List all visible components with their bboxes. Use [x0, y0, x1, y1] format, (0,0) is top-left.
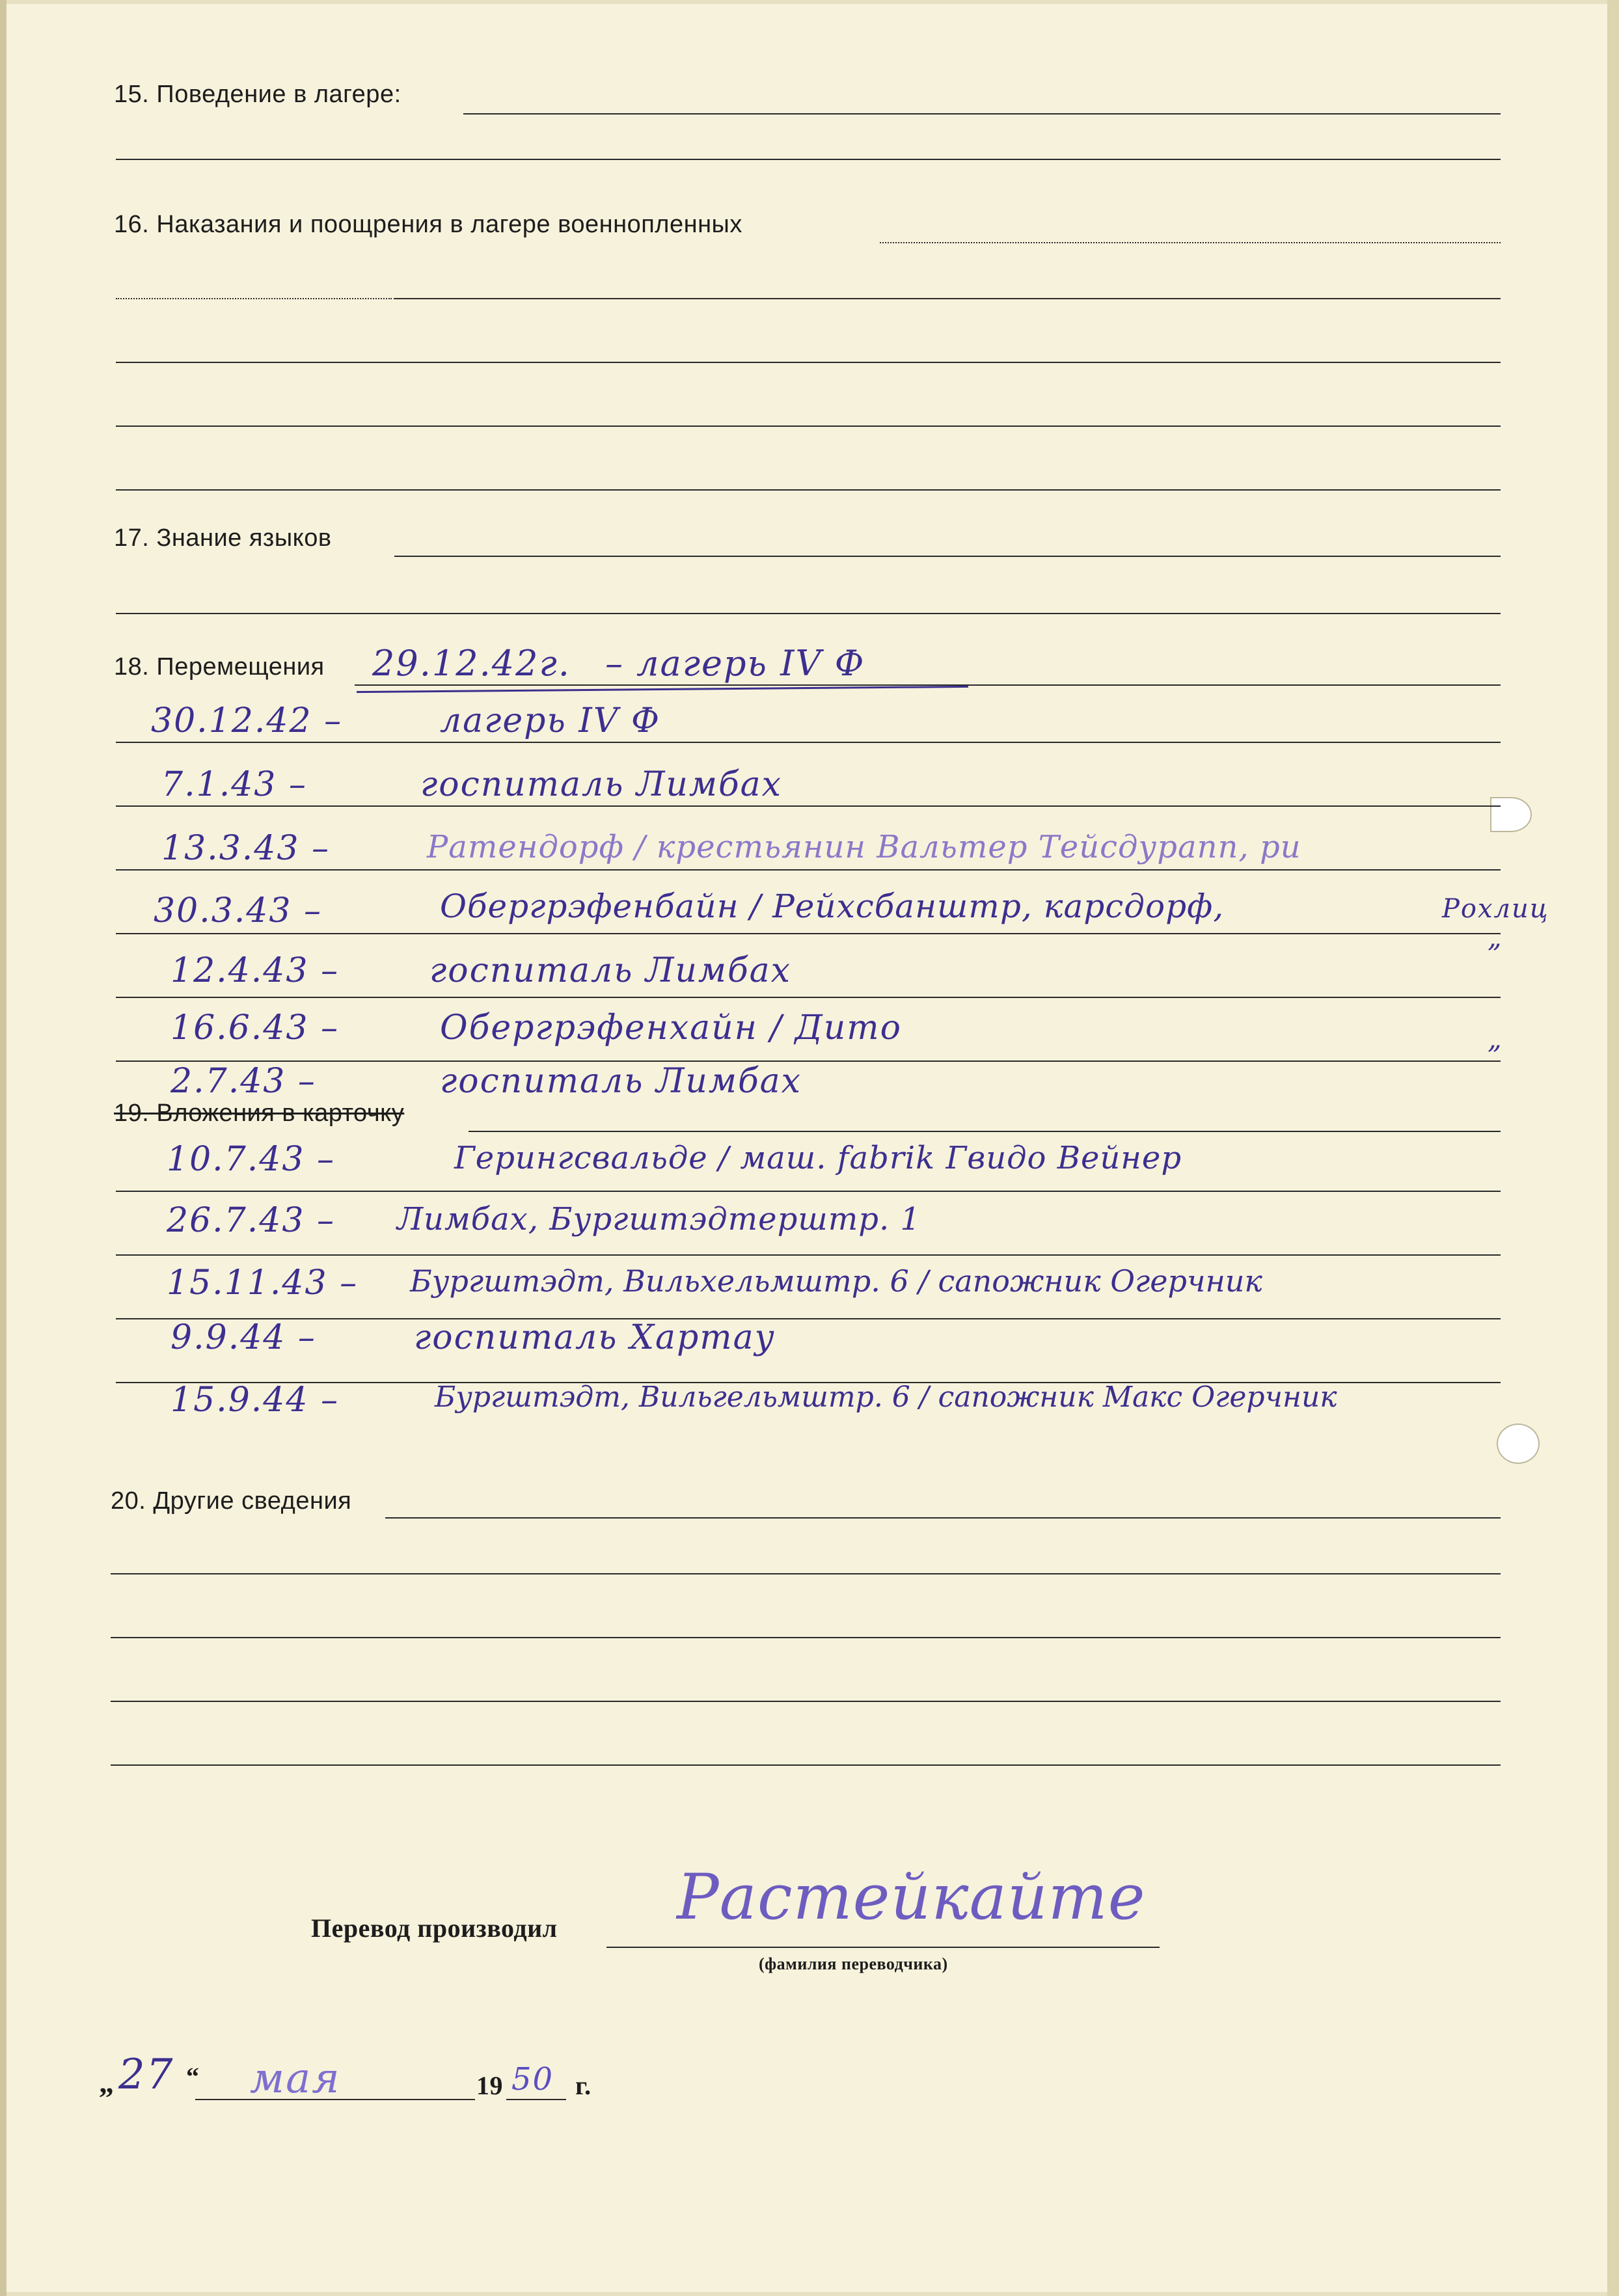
- side-note: Рохлиц: [1442, 894, 1549, 924]
- translator-signature: Растейкайте: [677, 1861, 1146, 1934]
- item-15-line: [463, 113, 1501, 115]
- translator-label: Перевод производил: [311, 1913, 558, 1943]
- item-16-line-5: [116, 489, 1501, 491]
- item-18-line-6: [116, 997, 1501, 998]
- movement-place: госпиталь Лимбах: [420, 765, 783, 804]
- year-suffix: г.: [575, 2071, 592, 2100]
- movement-place: лагерь IV Ф: [440, 701, 661, 740]
- item-18-line-2: [116, 742, 1501, 743]
- item-19-line: [469, 1131, 1501, 1132]
- item-16-line-2b: [394, 298, 1501, 299]
- movement-date: 30.12.42 –: [151, 701, 343, 740]
- item-18-label: 18. Перемещения: [114, 653, 325, 681]
- translator-caption: (фамилия переводчика): [759, 1954, 948, 1973]
- ditto-mark: „: [1488, 921, 1503, 953]
- date-quote-close: “: [186, 2062, 200, 2091]
- item-20-line-4: [111, 1701, 1501, 1702]
- movement-place: Бургштэдт, Вильхельмштр. 6 / сапожник Огерчник: [410, 1263, 1262, 1299]
- movement-place: Ратендорф / крестьянин Вальтер Тейсдурапп, ри: [427, 829, 1301, 865]
- item-19-line-3: [116, 1254, 1501, 1256]
- item-15-label: 15. Поведение в лагере:: [114, 81, 401, 108]
- movement-place: госпиталь Лимбах: [440, 1062, 802, 1101]
- date-day: 27: [118, 2051, 174, 2099]
- item-16-line-4: [116, 425, 1501, 427]
- item-17-line-2: [116, 613, 1501, 614]
- item-17-label: 17. Знание языков: [114, 524, 332, 552]
- movement-date: 2.7.43 –: [170, 1062, 316, 1101]
- movement-place: госпиталь Лимбах: [429, 951, 792, 990]
- movement-date: 13.3.43 –: [161, 829, 331, 868]
- movement-place: госпиталь Хартау: [414, 1318, 776, 1357]
- item-16-line-2a: [116, 298, 392, 299]
- item-20-line-5: [111, 1764, 1501, 1766]
- movement-place: Герингсвальде / маш. fabrik Гвидо Вейнер: [454, 1140, 1182, 1176]
- movement-date: 9.9.44 –: [170, 1318, 316, 1357]
- movement-place: Бургштэдт, Вильгельмштр. 6 / сапожник Макс Огерчник: [435, 1381, 1337, 1414]
- movement-place: Лимбах, Бургштэдтерштр. 1: [397, 1201, 921, 1237]
- movement-place: – лагерь IV Ф: [605, 643, 865, 684]
- translator-line: [606, 1947, 1160, 1948]
- movement-date: 26.7.43 –: [167, 1201, 336, 1240]
- movement-date: 7.1.43 –: [161, 765, 307, 804]
- item-19-line-2: [116, 1191, 1501, 1192]
- item-18-line-4: [116, 869, 1501, 871]
- paper-edge-right: [1607, 0, 1619, 2296]
- item-18-line-7: [116, 1060, 1501, 1062]
- item-15-line-2: [116, 159, 1501, 160]
- date-quote-open: „: [99, 2066, 115, 2099]
- item-18-line-3: [116, 805, 1501, 807]
- item-20-line-3: [111, 1637, 1501, 1638]
- item-16-line: [880, 242, 1501, 243]
- ditto-mark: „: [1488, 1023, 1503, 1055]
- item-19-line-4: [116, 1318, 1501, 1319]
- item-17-line: [394, 556, 1501, 557]
- item-16-line-3: [116, 362, 1501, 363]
- paper-edge-left: [0, 0, 7, 2296]
- movement-date: 30.3.43 –: [154, 891, 323, 930]
- movement-date: 29.12.42г.: [372, 643, 571, 684]
- punch-hole-top: [1490, 797, 1532, 832]
- date-year: 50: [511, 2061, 554, 2098]
- item-16-label: 16. Наказания и поощрения в лагере военнопленных: [114, 211, 742, 238]
- movement-date: 12.4.43 –: [170, 951, 340, 990]
- punch-hole-bottom: [1497, 1424, 1540, 1464]
- movement-date: 15.9.44 –: [170, 1381, 340, 1420]
- year-prefix: 19: [476, 2071, 503, 2100]
- movement-date: 16.6.43 –: [170, 1008, 340, 1047]
- item-19-label: 19. Вложения в карточку: [114, 1100, 405, 1127]
- handwritten-underline: [357, 686, 968, 693]
- date-month: мая: [250, 2055, 341, 2103]
- item-18-line-5: [116, 933, 1501, 934]
- year-line: [506, 2099, 566, 2100]
- movement-date: 15.11.43 –: [167, 1263, 359, 1303]
- movement-place: Обергрэфенбайн / Рейхсбанштр, карсдорф,: [440, 887, 1225, 925]
- movement-place: Обергрэфенхайн / Дито: [440, 1008, 902, 1047]
- movement-date: 10.7.43 –: [167, 1140, 336, 1179]
- item-20-line-2: [111, 1573, 1501, 1574]
- item-20-line: [385, 1517, 1501, 1519]
- item-20-label: 20. Другие сведения: [111, 1487, 352, 1515]
